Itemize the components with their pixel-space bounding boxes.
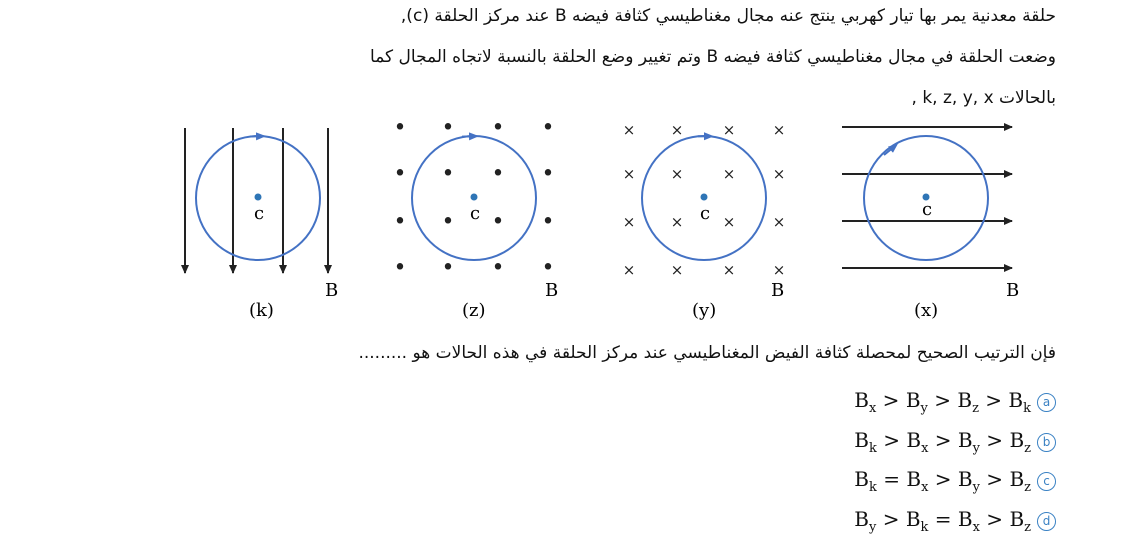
b-subscript: x xyxy=(868,401,877,416)
b-subscript: z xyxy=(1024,480,1031,495)
b-subscript: x xyxy=(921,480,929,495)
caption-z: (z) xyxy=(462,300,486,321)
field-cross: × xyxy=(622,261,636,279)
operator: > xyxy=(979,467,1010,491)
field-cross: × xyxy=(772,165,786,183)
field-cross: × xyxy=(622,213,636,231)
caption-k: (k) xyxy=(249,300,274,321)
field-label: B xyxy=(545,280,559,301)
caption-y: (y) xyxy=(692,300,717,321)
b-term: $B_y$ xyxy=(854,507,877,535)
operator: > xyxy=(978,388,1009,412)
operator: > xyxy=(927,388,958,412)
b-term: $B_k$ xyxy=(1008,388,1031,416)
field-dot: • xyxy=(441,161,455,187)
field-cross: × xyxy=(622,165,636,183)
option-expression xyxy=(854,467,1031,495)
b-subscript: k xyxy=(868,441,877,456)
field-dot: • xyxy=(393,118,407,141)
field-diagrams xyxy=(0,118,1126,333)
field-dot: • xyxy=(491,118,505,141)
field-cross: × xyxy=(772,261,786,279)
case-z xyxy=(394,118,559,321)
field-cross: × xyxy=(670,261,684,279)
field-cross: × xyxy=(722,165,736,183)
caption-x: (x) xyxy=(914,300,939,321)
option-expression xyxy=(854,507,1031,535)
field-dot: • xyxy=(393,255,407,281)
b-subscript: y xyxy=(972,480,980,495)
option-expression xyxy=(854,428,1031,456)
field-dot: • xyxy=(441,255,455,281)
option-letter-badge[interactable]: a xyxy=(1037,393,1056,412)
field-cross: × xyxy=(772,121,786,139)
field-cross: × xyxy=(670,165,684,183)
field-dot: • xyxy=(491,255,505,281)
center-label: c xyxy=(922,199,933,220)
b-subscript: z xyxy=(1024,520,1031,535)
option-b[interactable] xyxy=(854,428,1056,456)
b-term: $B_k$ xyxy=(905,507,929,535)
case-k xyxy=(185,128,338,321)
option-letter-badge[interactable]: b xyxy=(1037,433,1056,452)
option-c[interactable] xyxy=(854,467,1056,495)
case-x xyxy=(842,127,1019,321)
field-cross: × xyxy=(670,121,684,139)
field-dot: • xyxy=(541,118,555,141)
b-term: $B_k$ xyxy=(854,467,877,495)
center-label: c xyxy=(470,203,481,224)
center-point xyxy=(255,194,262,201)
operator: > xyxy=(979,428,1010,452)
operator: = xyxy=(876,467,907,491)
operator: > xyxy=(876,428,907,452)
field-dot: • xyxy=(441,118,455,141)
field-cross: × xyxy=(722,261,736,279)
operator: > xyxy=(928,428,958,452)
option-letter-badge[interactable]: c xyxy=(1037,472,1056,491)
b-subscript: k xyxy=(868,480,877,495)
field-label: B xyxy=(1006,280,1020,301)
b-term: $B_y$ xyxy=(905,388,928,416)
b-term: $B_x$ xyxy=(957,507,980,535)
operator: = xyxy=(928,507,958,531)
field-dot: • xyxy=(541,209,555,235)
b-term: $B_y$ xyxy=(957,467,980,495)
field-cross: × xyxy=(622,121,636,139)
b-subscript: k xyxy=(920,520,929,535)
question-line-4: فإن الترتيب الصحيح لمحصلة كثافة الفيض المغناطيسي عند مركز الحلقة في هذه الحالات هو ......... xyxy=(358,343,1056,363)
field-cross: × xyxy=(722,213,736,231)
question-line-2: وضعت الحلقة في مجال مغناطيسي كثافة فيضه B وتم تغيير وضع الحلقة بالنسبة لاتجاه المجال كما xyxy=(370,47,1056,67)
b-subscript: z xyxy=(1024,441,1031,456)
center-label: c xyxy=(254,203,265,224)
b-term: $B_x$ xyxy=(906,467,929,495)
question-line-1: حلقة معدنية يمر بها تيار كهربي ينتج عنه مجال مغناطيسي كثافة فيضه B عند مركز الحلقة (c), xyxy=(400,6,1056,26)
field-dot: • xyxy=(441,209,455,235)
field-dot: • xyxy=(541,161,555,187)
field-label: B xyxy=(325,280,339,301)
field-dot: • xyxy=(491,161,505,187)
b-term: $B_z$ xyxy=(1009,507,1031,535)
center-label: c xyxy=(700,203,711,224)
b-subscript: y xyxy=(920,401,928,416)
center-point xyxy=(701,194,708,201)
b-subscript: x xyxy=(972,520,980,535)
b-subscript: z xyxy=(972,401,979,416)
b-term: $B_z$ xyxy=(1009,428,1031,456)
b-term: $B_x$ xyxy=(906,428,929,456)
field-cross: × xyxy=(670,213,684,231)
field-label: B xyxy=(771,280,785,301)
operator: > xyxy=(979,507,1010,531)
field-dot: • xyxy=(491,209,505,235)
b-subscript: k xyxy=(1023,401,1031,416)
option-d[interactable] xyxy=(854,507,1056,535)
field-dot: • xyxy=(393,161,407,187)
option-expression xyxy=(854,388,1031,416)
b-subscript: y xyxy=(972,441,980,456)
operator: > xyxy=(876,388,906,412)
case-y xyxy=(623,121,786,321)
operator: > xyxy=(928,467,958,491)
b-term: $B_z$ xyxy=(1009,467,1031,495)
b-term: $B_z$ xyxy=(957,388,979,416)
field-dot: • xyxy=(393,209,407,235)
question-line-3: بالحالات k, z, y, x , xyxy=(911,88,1056,108)
operator: > xyxy=(876,507,906,531)
option-a[interactable] xyxy=(854,388,1056,416)
b-term: $B_x$ xyxy=(854,388,877,416)
b-subscript: y xyxy=(868,520,877,535)
field-dot: • xyxy=(541,255,555,281)
option-letter-badge[interactable]: d xyxy=(1037,512,1056,531)
center-point xyxy=(471,194,478,201)
b-subscript: x xyxy=(921,441,929,456)
b-term: $B_y$ xyxy=(957,428,980,456)
b-term: $B_k$ xyxy=(854,428,877,456)
field-cross: × xyxy=(772,213,786,231)
field-cross: × xyxy=(722,121,736,139)
